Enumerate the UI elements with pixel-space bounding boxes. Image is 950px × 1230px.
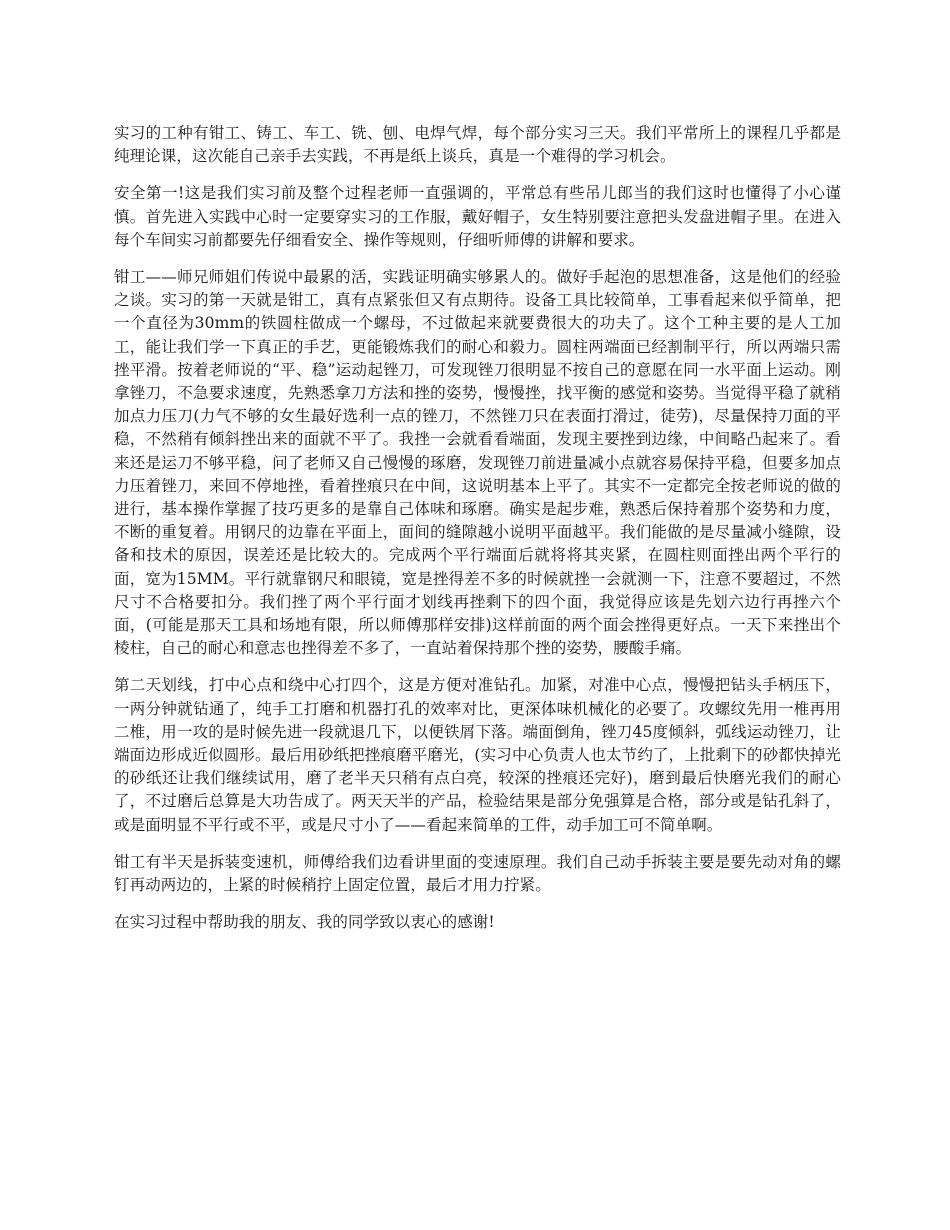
paragraph-second-day: 第二天划线，打中心点和绕中心打四个，这是方便对准钻孔。加紧，对准中心点，慢慢把钻头手柄压下，一两分钟就钻通了，纯手工打磨和机器打孔的效率对比，更深体味机械化的必要了。攻螺纹先用一椎再用二椎，用一攻的是时候先进一段就退几下，以便铁屑下落。端面倒角，锉刀45度倾斜，弧线运动锉刀，让端面边形成近似圆形。最后用砂纸把挫痕磨平磨光，(实习中心负责人也太节约了，上批剩下的砂都快掉光的砂纸还让我们继续试用，磨了老半天只稍有点白亮，较深的挫痕还完好)，磨到最后快磨光我们的耐心了，不过磨后总算是大功告成了。两天天半的产品，检验结果是部分免强算是合格，部分或是钻孔斜了，或是面明显不平行或不平，或是尺寸小了——看起来简单的工件，动手加工可不简单啊。 xyxy=(114,676,841,834)
paragraph-gearbox: 钳工有半天是拆装变速机，师傅给我们边看讲里面的变速原理。我们自己动手拆装主要是要先动对角的螺钉再动两边的，上紧的时候稍拧上固定位置，最后才用力拧紧。 xyxy=(114,852,841,895)
paragraph-intro: 实习的工种有钳工、铸工、车工、铣、刨、电焊气焊，每个部分实习三天。我们平常所上的课程几乎都是纯理论课，这次能自己亲手去实践，不再是纸上谈兵，真是一个难得的学习机会。 xyxy=(114,124,841,166)
paragraph-fitter: 钳工——师兄师姐们传说中最累的活，实践证明确实够累人的。做好手起泡的思想准备，这是他们的经验之谈。实习的第一天就是钳工，真有点紧张但又有点期待。设备工具比较简单，工事看起来似乎简单，把一个直径为30mm的铁圆柱做成一个螺母，不过做起来就要费很大的功夫了。这个工种主要的是人工加工，能让我们学一下真正的手艺，更能锻炼我们的耐心和毅力。圆柱两端面已经割制平行，所以两端只需挫平滑。按着老师说的“平、稳”运动起锉刀，可发现锉刀很明显不按自己的意愿在同一水平面上运动。刚拿锉刀，不急要求速度，先熟悉拿刀方法和挫的姿势，慢慢挫，找平衡的感觉和姿势。当觉得平稳了就稍加点力压刀(力气不够的女生最好选利一点的锉刀，不然锉刀只在表面打滑过，徒劳)，尽量保持刀面的平稳，不然稍有倾斜挫出来的面就不平了。我挫一会就看看端面，发现主要挫到边缘，中间略凸起来了。看来还是运刀不够平稳，问了老师又自己慢慢的琢磨，发现锉刀前进量减小点就容易保持平稳，但要多加点力压着锉刀，来回不停地挫，看着挫痕只在中间，这说明基本上平了。其实不一定都完全按老师说的做的进行，基本操作掌握了技巧更多的是靠自己体味和琢磨。确实是起步难，熟悉后保持着那个姿势和力度，不断的重复着。用钢尺的边靠在平面上，面间的缝隙越小说明平面越平。我们能做的是尽量减小缝隙，设备和技术的原因，误差还是比较大的。完成两个平行端面后就将将其夹紧，在圆柱则面挫出两个平行的面，宽为15MM。平行就靠钢尺和眼镜，宽是挫得差不多的时候就挫一会就测一下，注意不要超过，不然尺寸不合格要扣分。我们挫了两个平行面才划线再挫剩下的四个面，我觉得应该是先划六边行再挫六个面，(可能是那天工具和场地有限，所以师傅那样安排)这样前面的两个面会挫得更好点。一天下来挫出个棱柱，自己的耐心和意志也挫得差不多了，一直站着保持那个挫的姿势，腰酸手痛。 xyxy=(114,268,841,658)
paragraph-safety: 安全第一!这是我们实习前及整个过程老师一直强调的，平常总有些吊儿郎当的我们这时也懂得了小心谨慎。首先进入实践中心时一定要穿实习的工作服，戴好帽子，女生特别要注意把头发盘进帽子里。在进入每个车间实习前都要先仔细看安全、操作等规则，仔细听师傅的讲解和要求。 xyxy=(114,184,841,249)
paragraph-thanks: 在实习过程中帮助我的朋友、我的同学致以衷心的感谢! xyxy=(114,913,495,932)
document-page xyxy=(114,122,841,949)
